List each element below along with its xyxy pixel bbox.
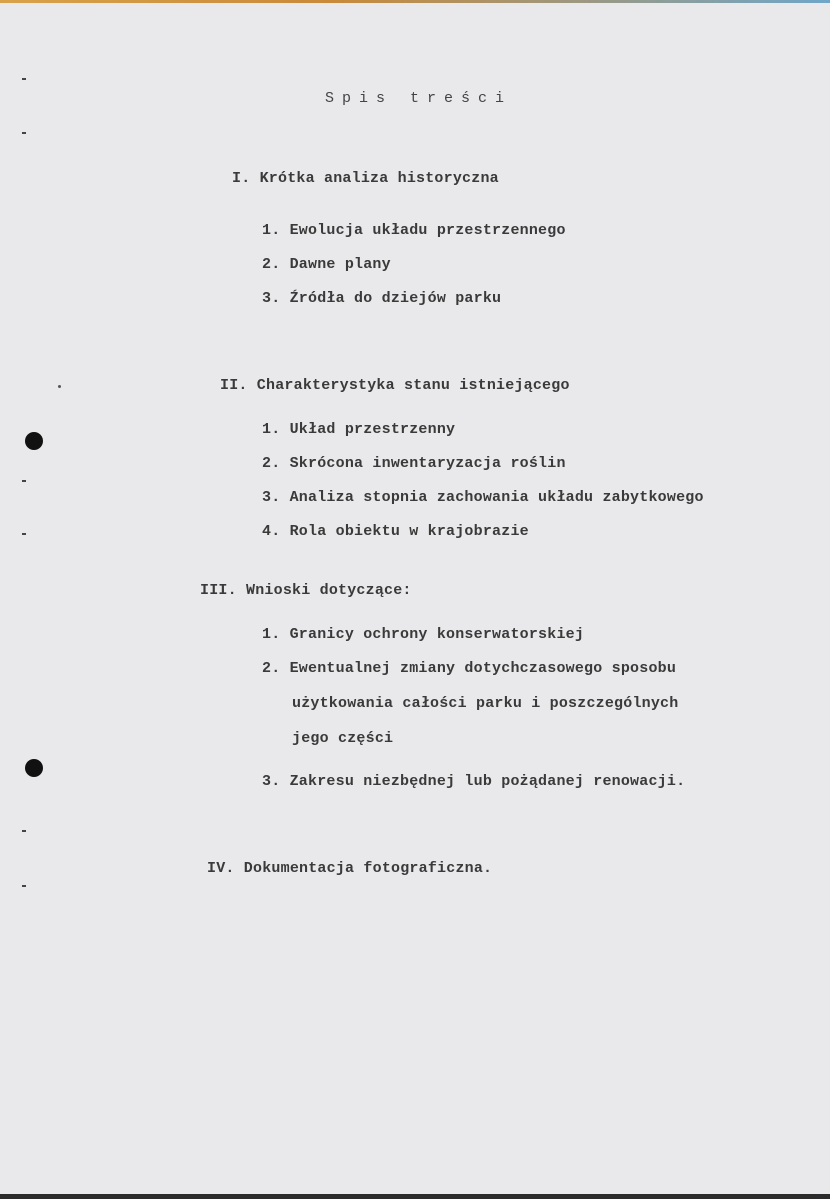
section-heading: IV. Dokumentacja fotograficzna. <box>207 860 493 877</box>
margin-mark <box>22 830 26 832</box>
section-item: 1. Granicy ochrony konserwatorskiej <box>262 626 585 643</box>
section-item-continuation: użytkowania całości parku i poszczególnych <box>292 695 679 712</box>
section-item: 2. Dawne plany <box>262 256 391 273</box>
margin-mark <box>22 78 26 80</box>
margin-mark <box>22 533 26 535</box>
section-item: 2. Skrócona inwentaryzacja roślin <box>262 455 566 472</box>
margin-mark <box>22 132 26 134</box>
section-heading: III. Wnioski dotyczące: <box>200 582 412 599</box>
section-item: 2. Ewentualnej zmiany dotychczasowego sposobu <box>262 660 677 677</box>
punch-hole <box>25 759 43 777</box>
bottom-edge <box>0 1194 830 1199</box>
page-title: Spis treści <box>325 90 513 107</box>
punch-hole <box>25 432 43 450</box>
section-item: 1. Ewolucja układu przestrzennego <box>262 222 566 239</box>
top-edge <box>0 0 830 3</box>
section-item: 4. Rola obiektu w krajobrazie <box>262 523 529 540</box>
section-heading: I. Krótka analiza historyczna <box>232 170 499 187</box>
section-item: 3. Analiza stopnia zachowania układu zabytkowego <box>262 489 704 506</box>
section-item: 3. Zakresu niezbędnej lub pożądanej renowacji. <box>262 773 686 790</box>
section-item: 3. Źródła do dziejów parku <box>262 290 502 307</box>
section-item: 1. Układ przestrzenny <box>262 421 456 438</box>
margin-mark <box>58 385 61 388</box>
margin-mark <box>22 480 26 482</box>
section-item-continuation: jego części <box>292 730 394 747</box>
margin-mark <box>22 885 26 887</box>
section-heading: II. Charakterystyka stanu istniejącego <box>220 377 570 394</box>
